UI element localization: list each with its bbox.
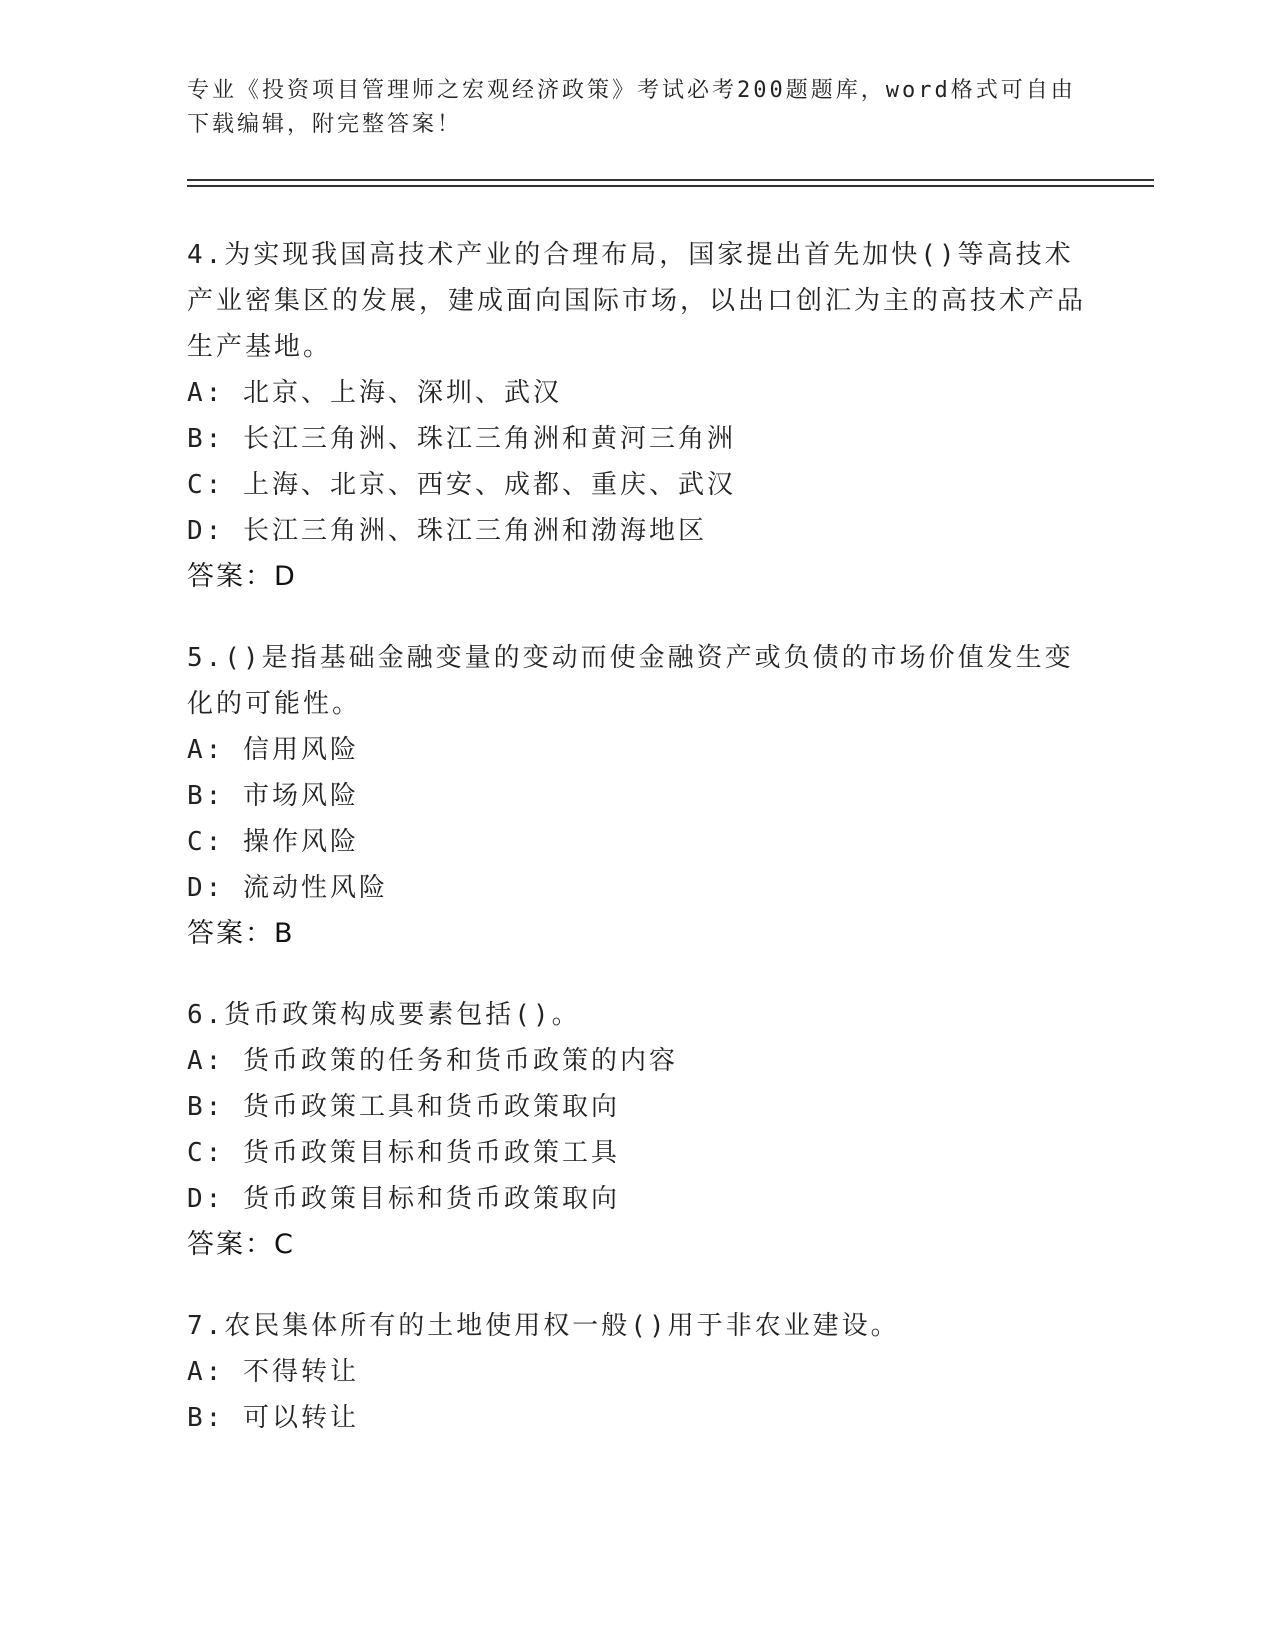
question-text: 6.货币政策构成要素包括()。 — [187, 1000, 581, 1030]
answer-line: 答案：C — [187, 1229, 295, 1260]
divider-line-top — [187, 179, 1154, 181]
option-c: C: 上海、北京、西安、成都、重庆、武汉 — [187, 470, 736, 500]
question-list — [187, 232, 1087, 1476]
question-4 — [187, 232, 1087, 600]
option-b: B: 市场风险 — [187, 781, 359, 811]
option-b: B: 长江三角洲、珠江三角洲和黄河三角洲 — [187, 424, 736, 454]
option-c: C: 货币政策目标和货币政策工具 — [187, 1138, 620, 1168]
option-a: A: 北京、上海、深圳、武汉 — [187, 378, 562, 408]
option-d: D: 长江三角洲、珠江三角洲和渤海地区 — [187, 516, 707, 546]
option-a: A: 不得转让 — [187, 1357, 359, 1387]
answer-line: 答案：B — [187, 918, 295, 949]
option-a: A: 信用风险 — [187, 735, 359, 765]
option-b: B: 可以转让 — [187, 1403, 359, 1433]
option-c: C: 操作风险 — [187, 827, 359, 857]
question-text: 4.为实现我国高技术产业的合理布局，国家提出首先加快()等高技术产业密集区的发展，建成面向国际市场，以出口创汇为主的高技术产品生产基地。 — [187, 240, 1087, 362]
option-d: D: 货币政策目标和货币政策取向 — [187, 1184, 620, 1214]
option-b: B: 货币政策工具和货币政策取向 — [187, 1092, 620, 1122]
document-intro: 专业《投资项目管理师之宏观经济政策》考试必考200题题库，word格式可自由下载编辑，附完整答案！ — [187, 78, 1076, 137]
answer-line: 答案：D — [187, 561, 297, 592]
option-d: D: 流动性风险 — [187, 873, 388, 903]
question-text: 7.农民集体所有的土地使用权一般()用于非农业建设。 — [187, 1311, 900, 1341]
option-a: A: 货币政策的任务和货币政策的内容 — [187, 1046, 678, 1076]
question-6 — [187, 992, 1087, 1268]
question-text: 5.()是指基础金融变量的变动而使金融资产或负债的市场价值发生变化的可能性。 — [187, 643, 1074, 719]
divider-line-bottom — [187, 185, 1154, 187]
question-5 — [187, 635, 1087, 957]
question-7 — [187, 1303, 1087, 1441]
